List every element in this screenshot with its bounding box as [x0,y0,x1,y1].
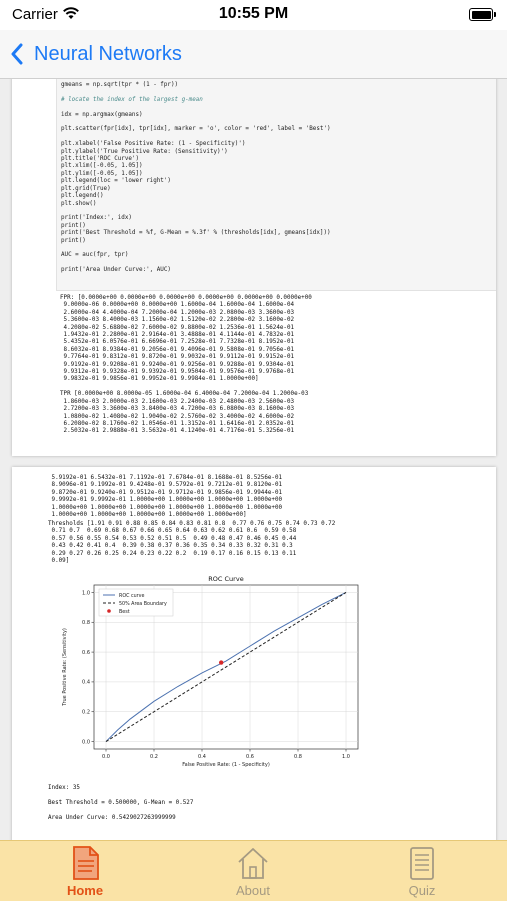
output-line: 5.3600e-03 8.4000e-03 1.1560e-02 1.5120e-02 2.2800e-02 3.1600e-02 [60,317,295,324]
code-line: print('Area Under Curve:', AUC) [61,267,171,274]
output-line: Best Threshold = 0.500000, G-Mean = 0.527 [48,799,194,806]
output-line: 9.9832e-01 9.9856e-01 9.9952e-01 9.9984e-01 1.0000e+00] [60,376,259,383]
y-tick-label: 0.6 [82,649,90,656]
output-line: 2.7200e-03 3.3600e-03 3.8400e-03 4.7200e-03 6.0800e-03 8.1600e-03 [60,406,295,413]
output-line: 9.9312e-01 9.9328e-01 9.9392e-01 9.9504e-01 9.9576e-01 9.9768e-01 [60,369,295,376]
notebook-card [12,467,496,840]
x-tick-label: 0.0 [102,754,110,760]
thresholds-output [48,521,335,565]
best-point-marker [219,660,223,664]
notebook-content[interactable] [0,79,507,840]
output-line: 4.2080e-02 5.6880e-02 7.6000e-02 9.8800e-02 1.2536e-01 1.5624e-01 [60,324,295,331]
tab-about-label: About [236,883,270,898]
code-line: plt.xlim([-0.05, 1.05]) [61,163,143,170]
output-line: 5.4352e-01 6.0576e-01 6.6696e-01 7.2528e-01 7.7328e-01 8.1952e-01 [60,339,295,346]
output-line: 1.0800e-02 1.4080e-02 1.9040e-02 2.5760e-02 3.4000e-02 4.6000e-02 [60,413,295,420]
output-line: 9.8720e-01 9.9240e-01 9.9512e-01 9.9712e-01 9.9856e-01 9.9944e-01 [48,489,283,496]
x-axis-label: False Positive Rate: (1 - Specificity) [182,762,270,768]
y-tick-label: 0.0 [82,739,90,746]
output-line: 9.7764e-01 9.8312e-01 9.8720e-01 9.9032e-01 9.9112e-01 9.9152e-01 [60,354,295,361]
fpr-tpr-output [60,295,312,436]
roc-chart [52,571,366,779]
code-line: print() [61,222,86,229]
output-line: Area Under Curve: 0.5429027263999999 [48,814,176,821]
output-line: 0.09] [48,558,70,565]
y-axis-label: True Positive Rate: (Sensitivity) [62,628,68,706]
document-icon [68,845,102,881]
tab-home-label: Home [66,883,104,898]
legend-label: ROC curve [119,593,145,599]
tpr-output-continued [48,475,282,519]
code-line: plt.ylim([-0.05, 1.05]) [61,170,143,177]
code-line: print() [61,237,86,244]
code-line: plt.legend(loc = 'lower right') [61,178,171,185]
output-line: 1.0000e+00 1.0000e+00 1.0000e+00 1.0000e+00 1.0000e+00] [48,512,247,519]
y-tick-label: 1.0 [82,590,90,597]
output-line: Thresholds [1.91 0.91 0.88 0.85 0.84 0.83 0.81 0.8 0.77 0.76 0.75 0.74 0.73 0.72 [48,521,336,527]
code-line: plt.xlabel('False Positive Rate: (1 - Specificity)') [61,141,246,148]
output-line: FPR: [0.0000e+00 0.0000e+00 0.0000e+00 0.0000e+00 0.0000e+00 0.0000e+00 [60,295,312,301]
code-line: # locate the index of the largest g-mean [61,96,203,103]
legend-label: 50% Area Boundary [119,601,167,607]
legend-swatch [107,609,111,613]
tab-quiz[interactable] [362,845,482,899]
output-line: 9.9992e-01 9.9992e-01 1.0000e+00 1.0000e+00 1.0000e+00 1.0000e+00 [48,497,283,504]
clock: 10:55 PM [218,5,289,22]
output-line: TPR [0.0000e+00 8.0000e-05 1.6000e-04 6.4000e-04 7.2000e-04 1.2000e-03 [60,391,309,398]
tab-home[interactable] [25,845,145,899]
x-tick-label: 0.2 [150,754,158,760]
legend-label: Best [119,609,130,615]
back-label: Neural Networks [34,42,182,65]
y-tick-label: 0.4 [82,679,90,686]
tab-about[interactable] [193,845,313,899]
code-block [61,82,331,275]
code-line: idx = np.argmax(gmeans) [61,111,143,118]
output-line: 0.57 0.56 0.55 0.54 0.53 0.52 0.51 0.5 0.49 0.48 0.47 0.46 0.45 0.44 [48,535,297,542]
x-tick-label: 0.8 [294,754,302,760]
output-line: 2.5032e-01 2.9888e-01 3.5632e-01 4.1240e-01 4.7176e-01 5.3256e-01 [60,428,295,435]
notebook-card [12,79,496,456]
code-line: plt.grid(True) [61,185,111,192]
output-line: 1.0000e+00 1.0000e+00 1.0000e+00 1.0000e+00 1.0000e+00 1.0000e+00 [48,504,283,511]
back-button[interactable] [10,37,182,71]
output-line: 1.8600e-03 2.0000e-03 2.1600e-03 2.2400e-03 2.4800e-03 2.5600e-03 [60,398,295,405]
carrier-label: Carrier [12,6,58,23]
output-line: 8.6032e-01 8.9384e-01 9.2056e-01 9.4096e-01 9.5808e-01 9.7056e-01 [60,346,295,353]
code-line: print('Best Threshold = %f, G-Mean = %.3f' % (thresholds[idx], gmeans[idx])) [61,230,331,237]
code-line: print('Index:', idx) [61,215,132,222]
output-line: 0.43 0.42 0.41 0.4 0.39 0.38 0.37 0.36 0.35 0.34 0.33 0.32 0.31 0.3 [48,543,293,550]
y-tick-label: 0.8 [82,620,90,627]
notepad-icon [405,845,439,881]
output-line: 9.9192e-01 9.9208e-01 9.9240e-01 9.9256e-01 9.9288e-01 9.9304e-01 [60,361,295,368]
code-line: plt.scatter(fpr[idx], tpr[idx], marker = 'o', color = 'red', label = 'Best') [61,126,331,133]
result-output [48,785,193,822]
code-line: gmeans = np.sqrt(tpr * (1 - fpr)) [61,82,179,88]
code-line: plt.ylabel('True Positive Rate: (Sensitivity)') [61,148,228,155]
status-bar [0,0,507,30]
chevron-left-icon [10,43,24,65]
chart-title: ROC Curve [208,575,244,583]
tab-quiz-label: Quiz [408,883,436,898]
output-line: 1.9432e-01 2.2800e-01 2.9164e-01 3.4888e-01 4.1144e-01 4.7832e-01 [60,332,295,339]
output-line: 0.29 0.27 0.26 0.25 0.24 0.23 0.22 0.2 0.19 0.17 0.16 0.15 0.13 0.11 [48,550,297,557]
code-line: plt.title('ROC Curve') [61,156,140,163]
output-line: Index: 35 [48,785,80,791]
x-tick-label: 1.0 [342,754,350,760]
battery-icon [469,8,493,21]
output-line: 2.6000e-04 4.4000e-04 7.2000e-04 1.2000e-03 2.0800e-03 3.3600e-03 [60,309,295,316]
code-line: plt.legend() [61,193,104,200]
tab-bar [0,840,507,901]
output-line: 9.0000e-06 0.0000e+00 0.0000e+00 1.6000e-04 1.6000e-04 1.6000e-04 [60,302,295,309]
x-tick-label: 0.6 [246,754,254,760]
code-line: AUC = auc(fpr, tpr) [61,252,129,259]
output-line: 5.9192e-01 6.5432e-01 7.1192e-01 7.6784e-01 8.1688e-01 8.5256e-01 [48,475,283,481]
output-line: 0.71 0.7 0.69 0.68 0.67 0.66 0.65 0.64 0.63 0.62 0.61 0.6 0.59 0.58 [48,528,297,535]
x-tick-label: 0.4 [198,754,206,760]
output-line: 6.2080e-02 8.1760e-02 1.0546e-01 1.3152e-01 1.6416e-01 2.0352e-01 [60,420,295,427]
navigation-bar [0,30,507,79]
y-tick-label: 0.2 [82,709,90,716]
code-line: plt.show() [61,200,97,207]
house-icon [236,845,270,881]
code-cell [56,79,496,291]
output-line: 8.9096e-01 9.1992e-01 9.4248e-01 9.5792e-01 9.7212e-01 9.8120e-01 [48,482,283,489]
